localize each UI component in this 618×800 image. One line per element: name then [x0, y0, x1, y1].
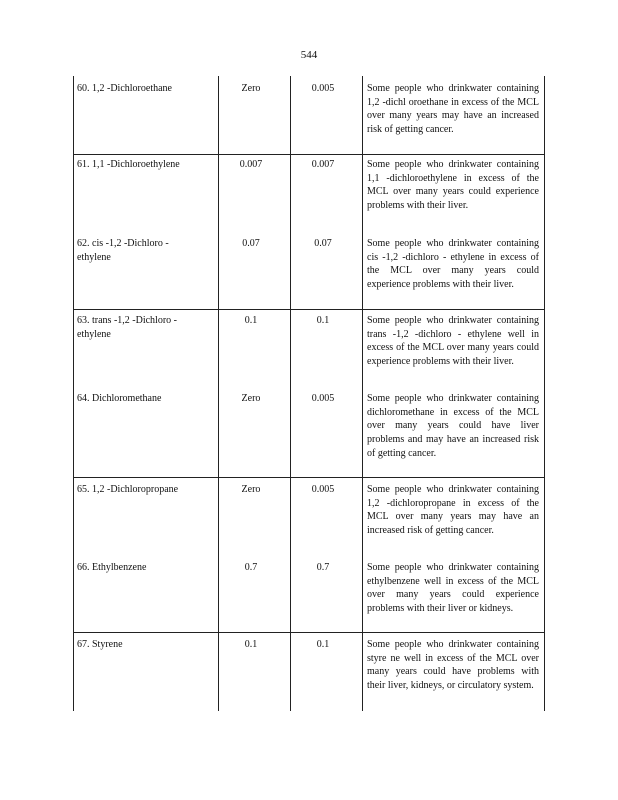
contaminant-name: 65. 1,2 -Dichloropropane — [77, 484, 179, 495]
row-divider — [73, 632, 544, 633]
mclg-value: 0.007 — [239, 159, 263, 170]
mcl-value: 0.007 — [311, 159, 335, 170]
column-divider — [362, 76, 363, 711]
mclg-value: 0.1 — [244, 315, 258, 326]
contaminant-name: 67. Styrene — [77, 639, 123, 650]
mcl-value: 0.005 — [311, 484, 335, 495]
health-effect: Some people who drinkwater containing dichloromethane in excess of the MCL over many years could have liver problems and may have an increased risk of getting cancer. — [367, 393, 539, 459]
health-effect: Some people who drinkwater containing styre ne well in excess of the MCL over many years could have problems with their liver, kidneys, or circulatory system. — [367, 639, 539, 692]
contaminant-name: 64. Dichloromethane — [77, 393, 162, 404]
health-effect: Some people who drinkwater containing 1,2 -dichl oroethane in excess of the MCL over many years may have an increased risk of getting cancer. — [367, 83, 539, 136]
mclg-value: Zero — [241, 484, 261, 495]
health-effect: Some people who drinkwater containing ethylbenzene well in excess of the MCL over many years could experience problems with their liver or kidneys. — [367, 562, 539, 615]
contaminant-name: 66. Ethylbenzene — [77, 562, 147, 573]
mclg-value: 0.7 — [244, 562, 258, 573]
contaminant-name: 60. 1,2 -Dichloroethane — [77, 83, 172, 94]
mclg-value: Zero — [241, 393, 261, 404]
row-divider — [73, 154, 544, 155]
contaminant-name: 61. 1,1 -Dichloroethylene — [77, 159, 180, 170]
mcl-value: 0.1 — [316, 315, 330, 326]
row-divider — [73, 309, 544, 310]
mclg-value: 0.07 — [242, 238, 260, 249]
health-effect: Some people who drinkwater containing cis -1,2 -dichloro - ethylene in excess of the MCL over many years could experience problems with their liver. — [367, 238, 539, 291]
health-effect: Some people who drinkwater containing trans -1,2 -dichloro - ethylene well in excess of the MCL over many years could experience problems with their liver. — [367, 315, 539, 368]
contaminant-name: 63. trans -1,2 -Dichloro - ethylene — [77, 315, 177, 340]
mcl-value: 0.07 — [314, 238, 332, 249]
health-effect: Some people who drinkwater containing 1,1 -dichloroethylene in excess of the MCL over many years could experience problems with their liver. — [367, 159, 539, 212]
contaminant-name: 62. cis -1,2 -Dichloro - ethylene — [77, 238, 169, 263]
row-divider — [73, 477, 544, 478]
mcl-value: 0.7 — [316, 562, 330, 573]
mclg-value: 0.1 — [244, 639, 258, 650]
mcl-value: 0.005 — [311, 393, 335, 404]
mclg-value: Zero — [241, 83, 261, 94]
page-number: 544 — [300, 49, 318, 61]
mcl-value: 0.005 — [311, 83, 335, 94]
table-border-left — [73, 76, 74, 711]
health-effect: Some people who drinkwater containing 1,2 -dichloropropane in excess of the MCL over many years may have an increased risk of getting cancer. — [367, 484, 539, 537]
table-border-right — [544, 76, 545, 711]
mcl-value: 0.1 — [316, 639, 330, 650]
